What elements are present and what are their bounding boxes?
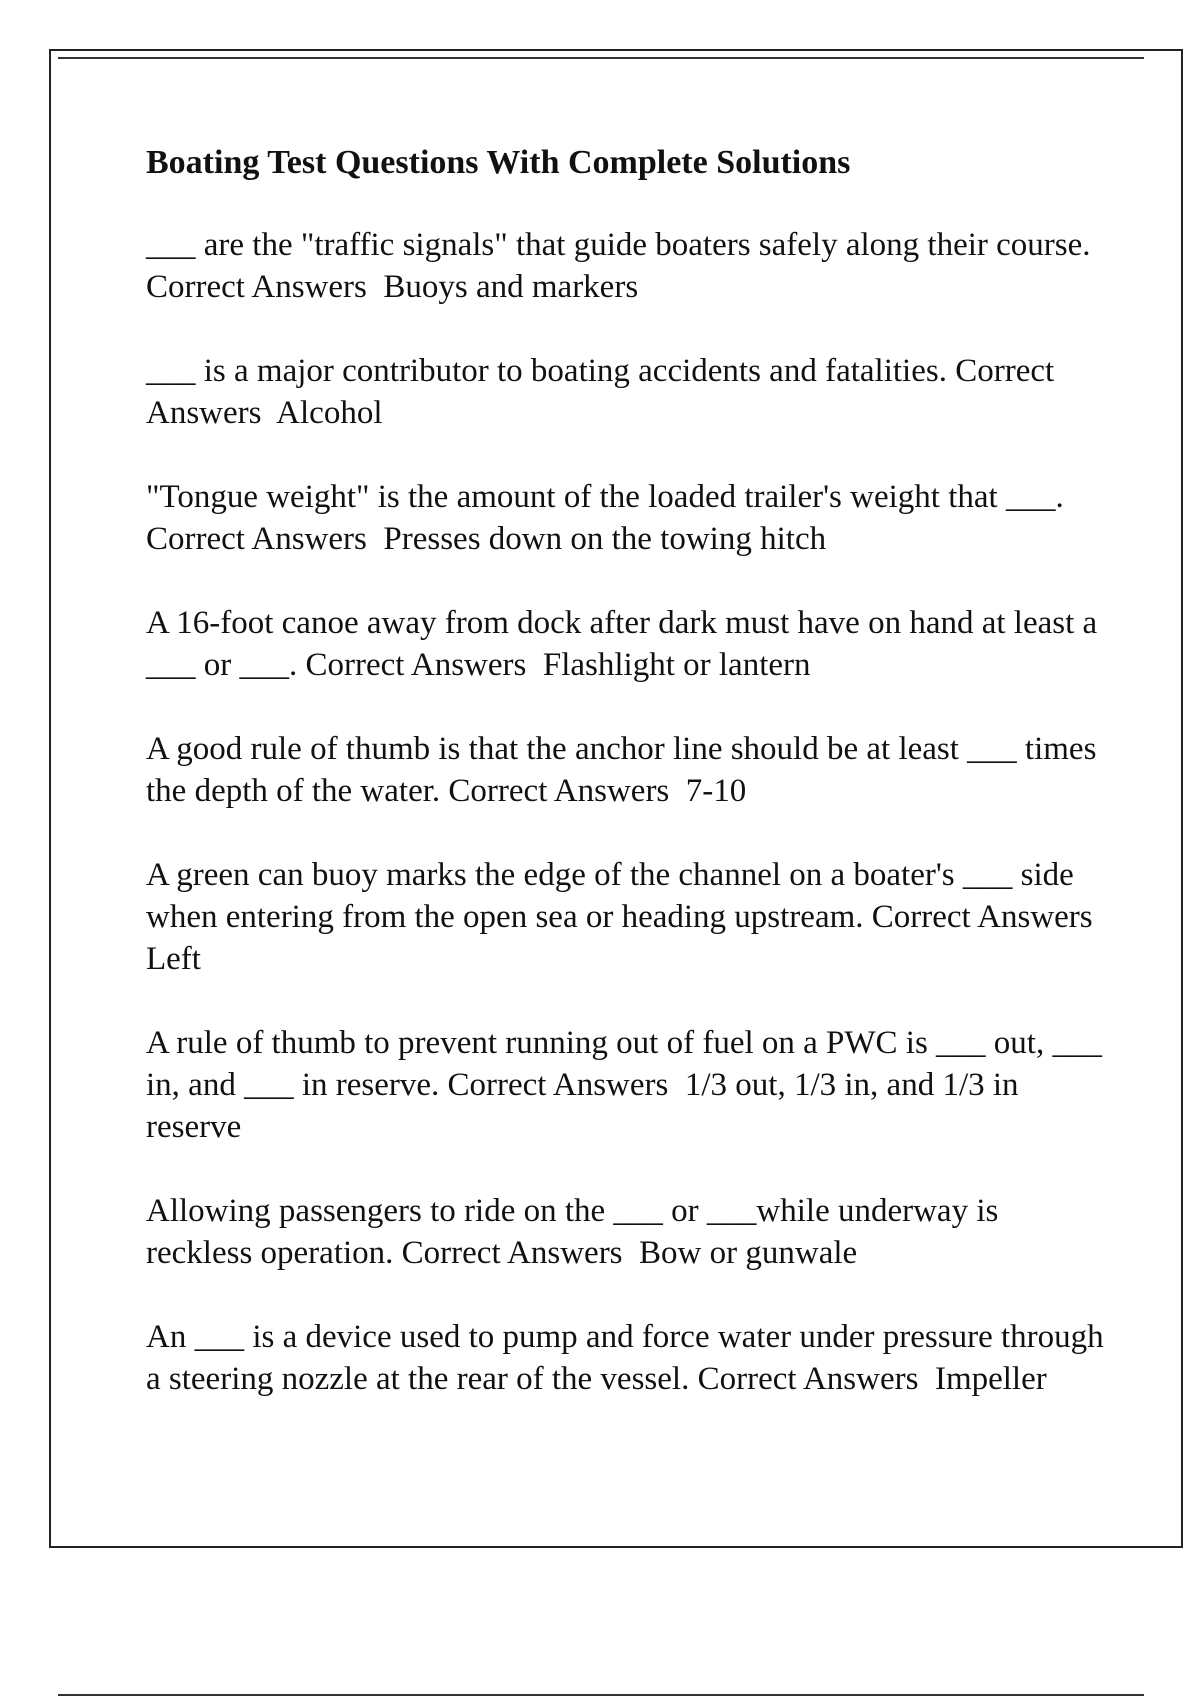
qa-item (146, 1316, 1106, 1400)
answer-label: Correct Answers (871, 899, 1093, 935)
answer-text: 1/3 out, 1/3 in, and 1/3 in reserve (146, 1067, 1019, 1145)
qa-item (146, 1190, 1106, 1274)
question-text: A good rule of thumb is that the anchor line should be at least ___ times the depth of the water. (146, 731, 1097, 809)
question-text: Allowing passengers to ride on the ___ or ___while underway is reckless operation. (146, 1193, 999, 1271)
qa-item (146, 350, 1106, 434)
question-text: ___ are the "traffic signals" that guide boaters safely along their course. (146, 227, 1091, 263)
answer-label: Correct Answers (146, 353, 1055, 431)
answer-label: Correct Answers (146, 269, 367, 305)
answer-text: Presses down on the towing hitch (383, 521, 827, 557)
answer-text: Alcohol (276, 395, 383, 431)
answer-text: Buoys and markers (383, 269, 639, 305)
question-text: A rule of thumb to prevent running out of fuel on a PWC is ___ out, ___ in, and ___ in reserve. (146, 1025, 1102, 1103)
answer-label: Correct Answers (448, 773, 670, 809)
answer-label: Correct Answers (146, 521, 367, 557)
top-divider (58, 57, 1144, 59)
document-body (146, 142, 1106, 1442)
qa-item (146, 224, 1106, 308)
answer-text: Impeller (934, 1361, 1047, 1397)
question-text: ___ is a major contributor to boating accidents and fatalities. (146, 353, 947, 389)
qa-item (146, 854, 1106, 980)
answer-label: Correct Answers (697, 1361, 919, 1397)
question-text: A 16-foot canoe away from dock after dark must have on hand at least a ___ or ___. (146, 605, 1098, 683)
question-text: A green can buoy marks the edge of the channel on a boater's ___ side when entering from the open sea or heading upstream. (146, 857, 1074, 935)
bottom-divider (58, 1694, 1144, 1696)
document-title: Boating Test Questions With Complete Solutions (146, 144, 851, 181)
question-text: "Tongue weight" is the amount of the loaded trailer's weight that ___. (146, 479, 1064, 515)
answer-label: Correct Answers (401, 1235, 623, 1271)
question-text: An ___ is a device used to pump and force water under pressure through a steering nozzle at the rear of the vessel. (146, 1319, 1104, 1397)
answer-text: Bow or gunwale (639, 1235, 858, 1271)
answer-text: Flashlight or lantern (542, 647, 811, 683)
answer-text: 7-10 (685, 773, 747, 809)
qa-item (146, 728, 1106, 812)
answer-text: Left (146, 941, 201, 977)
qa-item (146, 602, 1106, 686)
answer-label: Correct Answers (447, 1067, 669, 1103)
answer-label: Correct Answers (305, 647, 527, 683)
qa-item (146, 1022, 1106, 1148)
qa-item (146, 476, 1106, 560)
